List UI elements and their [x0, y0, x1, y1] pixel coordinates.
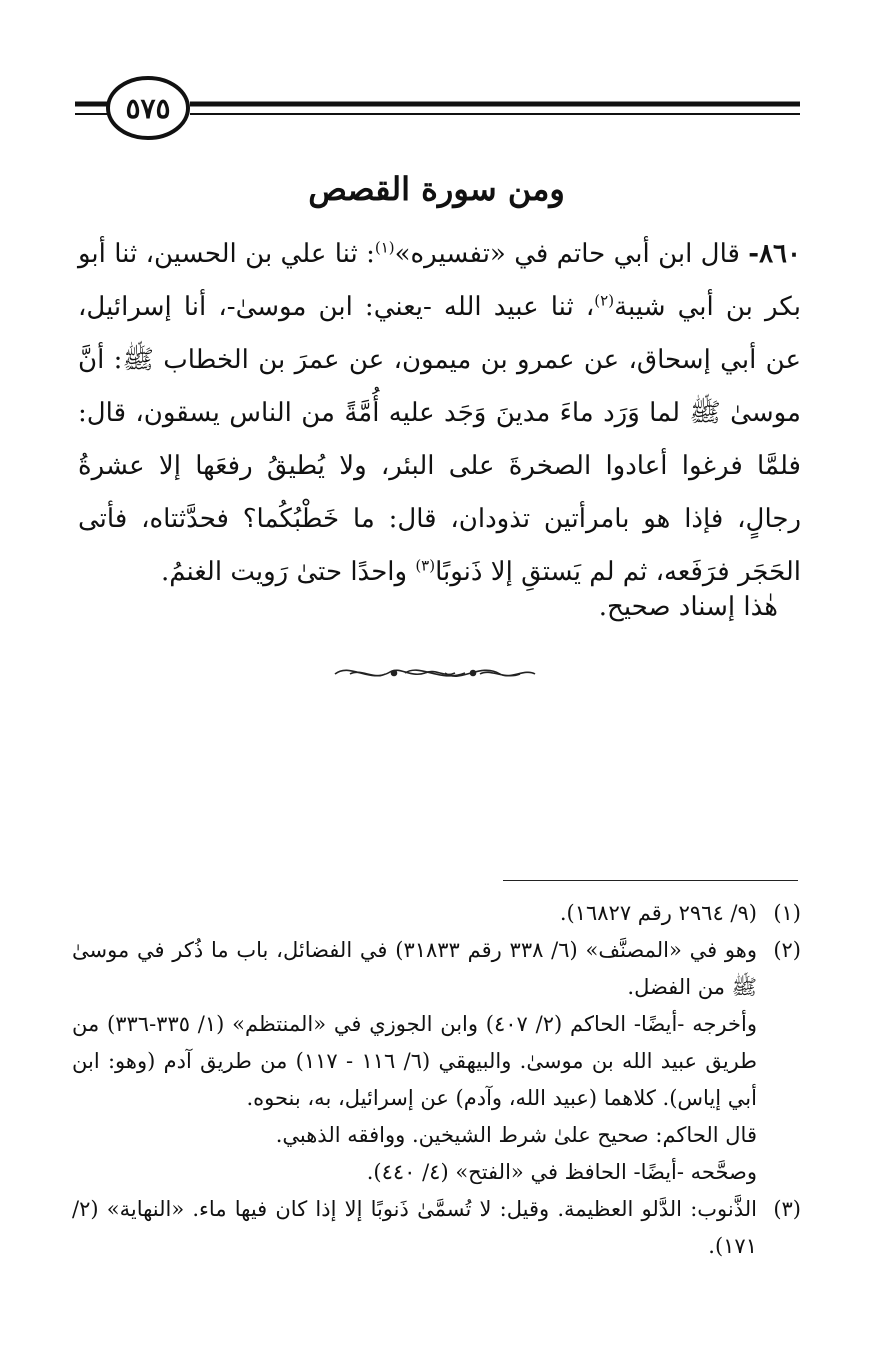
hadith-text-3: ، ثنا عبيد الله -يعني: ابن موسىٰ-، أنا إسرائيل، عن أبي إسحاق، عن عمرو بن ميمون، عن عمرَ بن الخطاب ﷺ: أنَّ موسىٰ ﷺ لما وَرَد ماءَ مدينَ وَجَد عليه أُمَّةً من الناس يسقون، قال: فلمَّا فرغوا أعادوا الصخرةَ على البئر، ولا يُطيقُ رفعَها إلا عشرةُ رجالٍ، فإذا هو بامرأتين تذودان، قال: ما خَطْبُكُما؟ فحدَّثتاه، فأتى الحَجَر فرَفَعه، ثم لم يَستقِ إلا ذَنوبًا: [78, 292, 801, 587]
hadith-paragraph: [78, 228, 801, 599]
footnote-text: وأخرجه -أيضًا- الحاكم (٢/ ٤٠٧) وابن الجوزي في «المنتظم» (١/ ٣٣٥-٣٣٦) من طريق عبيد الله بن موسىٰ. والبيهقي (٦/ ١١٦ - ١١٧) من طريق آدم (وهو: ابن أبي إياس). كلاهما (عبيد الله، وآدم) عن إسرائيل، به، بنحوه.: [72, 1012, 757, 1110]
footnote-text: الذَّنوب: الدَّلو العظيمة. وقيل: لا تُسمَّىٰ ذَنوبًا إلا إذا كان فيها ماء. «النهاية» (٢/ ١٧١).: [72, 1197, 757, 1258]
page-number: ٥٧٥: [125, 91, 171, 125]
footnotes: [72, 895, 801, 1265]
footnote-3: [72, 1191, 801, 1265]
ornament-divider-icon: [330, 660, 540, 686]
page-title: ومن سورة القصص: [308, 170, 565, 208]
footnote-number: (١): [773, 901, 801, 925]
page-header: [0, 0, 873, 150]
hadith-text-2: : ثنا علي بن الحسين، ثنا أبو بكر بن أبي شيبة: [78, 239, 802, 322]
hadith-number: ٨٦٠-: [748, 239, 801, 269]
footnote-separator: [503, 880, 798, 881]
footnote-text: (٩/ ٢٩٦٤ رقم ١٦٨٢٧).: [559, 901, 757, 925]
isnad-verdict: هٰذا إسناد صحيح.: [598, 592, 778, 622]
footnote-2: [72, 932, 801, 1191]
footnote-text: وهو في «المصنَّف» (٦/ ٣٣٨ رقم ٣١٨٣٣) في الفضائل، باب ما ذُكر في موسىٰ ﷺ من الفضل.: [72, 938, 757, 999]
footnote-number: (٣): [773, 1197, 801, 1221]
hadith-text-1: قال ابن أبي حاتم في «تفسيره»: [394, 239, 749, 269]
hadith-text-4: واحدًا حتىٰ رَويت الغنمُ.: [160, 557, 416, 587]
footnote-ref-2: (٢): [594, 291, 615, 310]
footnote-number: (٢): [773, 938, 801, 962]
footnote-text: قال الحاكم: صحيح علىٰ شرط الشيخين. ووافقه الذهبي.: [275, 1123, 757, 1147]
footnote-1: [72, 895, 801, 932]
footnote-ref-3: (٣): [415, 556, 436, 575]
footnote-text: وصحَّحه -أيضًا- الحافظ في «الفتح» (٤/ ٤٤٠).: [366, 1160, 757, 1184]
footnote-ref-1: (١): [374, 238, 395, 257]
